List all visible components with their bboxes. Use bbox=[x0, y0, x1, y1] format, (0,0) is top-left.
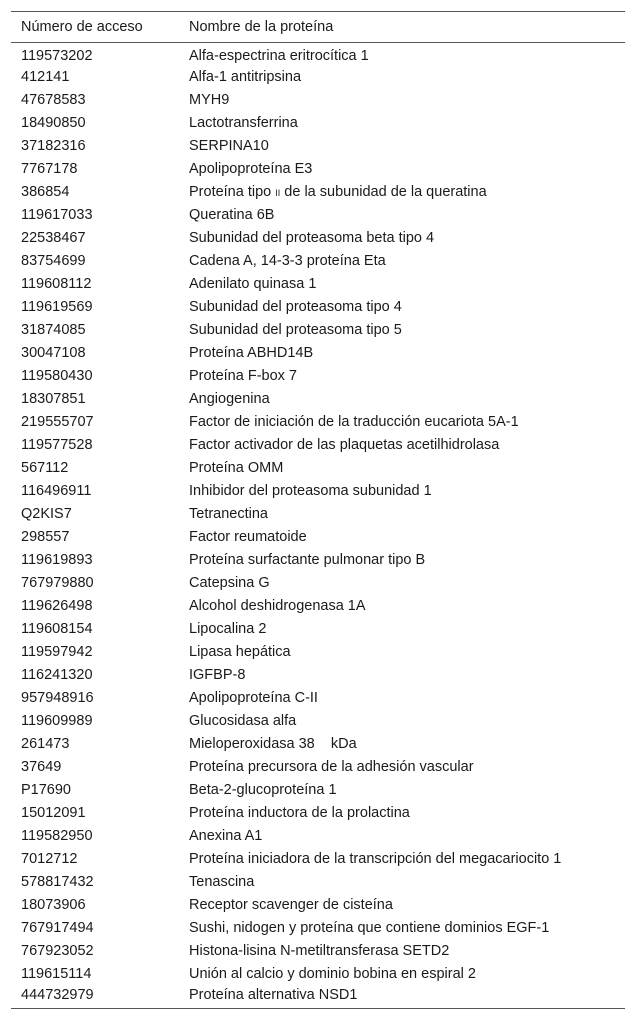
table-row bbox=[11, 618, 625, 641]
accession-number-cell: 31874085 bbox=[21, 322, 86, 338]
accession-number-cell: 18490850 bbox=[21, 115, 86, 131]
accession-number-cell: 119615114 bbox=[21, 966, 92, 982]
protein-name-cell: Unión al calcio y dominio bobina en espiral 2 bbox=[189, 966, 476, 982]
roman-numeral: II bbox=[275, 188, 281, 198]
protein-name-cell: Adenilato quinasa 1 bbox=[189, 276, 317, 292]
protein-name-cell: Lipocalina 2 bbox=[189, 621, 267, 637]
accession-number-cell: 219555707 bbox=[21, 414, 94, 430]
table-row bbox=[11, 940, 625, 963]
protein-table bbox=[11, 11, 625, 1009]
accession-number-cell: 119577528 bbox=[21, 437, 93, 453]
accession-number-cell: 412141 bbox=[21, 69, 70, 85]
protein-name-cell: Cadena A, 14-3-3 proteína Eta bbox=[189, 253, 386, 269]
table-row bbox=[11, 779, 625, 802]
accession-number-cell: 119573202 bbox=[21, 47, 93, 64]
accession-number-cell: 47678583 bbox=[21, 92, 86, 108]
accession-number-cell: 767979880 bbox=[21, 575, 94, 591]
table-row bbox=[11, 181, 625, 204]
table-row bbox=[11, 503, 625, 526]
table-row bbox=[11, 664, 625, 687]
protein-name-cell: Apolipoproteína C-II bbox=[189, 690, 318, 706]
table-body bbox=[11, 43, 625, 1009]
protein-name-cell: Tenascina bbox=[189, 874, 255, 890]
table-row bbox=[11, 572, 625, 595]
table-row bbox=[11, 434, 625, 457]
table-row bbox=[11, 871, 625, 894]
protein-name-cell: Lactotransferrina bbox=[189, 115, 298, 131]
table-row bbox=[11, 319, 625, 342]
accession-number-cell: 119626498 bbox=[21, 598, 93, 614]
accession-number-cell: 7012712 bbox=[21, 851, 78, 867]
protein-name-cell: Alfa-1 antitripsina bbox=[189, 69, 302, 85]
accession-number-cell: 119619893 bbox=[21, 552, 93, 568]
accession-number-cell: 119609989 bbox=[21, 713, 93, 729]
table-row bbox=[11, 388, 625, 411]
table-header bbox=[11, 12, 625, 43]
protein-name-cell: Factor reumatoide bbox=[189, 529, 307, 545]
protein-name-cell: Inhibidor del proteasoma subunidad 1 bbox=[189, 483, 432, 499]
accession-number-cell: 18073906 bbox=[21, 897, 86, 913]
accession-number-cell: 83754699 bbox=[21, 253, 86, 269]
protein-table-container bbox=[11, 11, 625, 1009]
accession-number-cell: 119582950 bbox=[21, 828, 93, 844]
table-row bbox=[11, 204, 625, 227]
protein-name-cell: Proteína inductora de la prolactina bbox=[189, 805, 410, 821]
accession-number-cell: 567112 bbox=[21, 460, 69, 476]
table-row bbox=[11, 641, 625, 664]
accession-number-cell: 116241320 bbox=[21, 667, 93, 683]
table-row bbox=[11, 457, 625, 480]
accession-number-cell: 119608154 bbox=[21, 621, 93, 637]
table-row bbox=[11, 365, 625, 388]
accession-number-cell: 767917494 bbox=[21, 920, 94, 936]
protein-name-cell: Alcohol deshidrogenasa 1A bbox=[189, 598, 366, 614]
table-row bbox=[11, 135, 625, 158]
table-row bbox=[11, 848, 625, 871]
protein-name-cell: Lipasa hepática bbox=[189, 644, 291, 660]
table-row bbox=[11, 89, 625, 112]
protein-name-cell: Proteína tipo II de la subunidad de la queratina bbox=[189, 184, 487, 200]
table-row bbox=[11, 411, 625, 434]
protein-name-cell: MYH9 bbox=[189, 92, 230, 108]
accession-number-cell: 578817432 bbox=[21, 874, 94, 890]
accession-number-cell: 261473 bbox=[21, 736, 70, 752]
protein-name-cell: Proteína F-box 7 bbox=[189, 368, 297, 384]
protein-name-cell: Alfa-espectrina eritrocítica 1 bbox=[189, 47, 369, 64]
table-row bbox=[11, 227, 625, 250]
table-row bbox=[11, 986, 625, 1009]
protein-name-cell: Catepsina G bbox=[189, 575, 270, 591]
table-row bbox=[11, 273, 625, 296]
protein-name-cell: Factor activador de las plaquetas acetilhidrolasa bbox=[189, 437, 500, 453]
protein-name-cell: Tetranectina bbox=[189, 506, 268, 522]
accession-number-cell: 22538467 bbox=[21, 230, 86, 246]
table-row bbox=[11, 756, 625, 779]
protein-name-cell: Mieloperoxidasa 38 kDa bbox=[189, 736, 357, 752]
accession-number-cell: 119580430 bbox=[21, 368, 93, 384]
protein-name-cell: Proteína surfactante pulmonar tipo B bbox=[189, 552, 426, 568]
table-row bbox=[11, 549, 625, 572]
accession-number-cell: 298557 bbox=[21, 529, 70, 545]
protein-name-cell: Proteína ABHD14B bbox=[189, 345, 314, 361]
accession-number-cell: 119617033 bbox=[21, 207, 93, 223]
table-row bbox=[11, 342, 625, 365]
table-row bbox=[11, 687, 625, 710]
table-row bbox=[11, 158, 625, 181]
protein-name-cell: Queratina 6B bbox=[189, 207, 275, 223]
accession-number-cell: 116496911 bbox=[21, 483, 92, 499]
table-row bbox=[11, 43, 625, 66]
protein-name-cell: Subunidad del proteasoma tipo 4 bbox=[189, 299, 402, 315]
header-row bbox=[11, 12, 625, 43]
header-accession-number: Número de acceso bbox=[21, 19, 143, 35]
protein-name-cell: Sushi, nidogen y proteína que contiene dominios EGF-1 bbox=[189, 920, 550, 936]
protein-name-cell: Histona-lisina N-metiltransferasa SETD2 bbox=[189, 943, 450, 959]
table-row bbox=[11, 112, 625, 135]
accession-number-cell: P17690 bbox=[21, 782, 71, 798]
protein-name-cell: Apolipoproteína E3 bbox=[189, 161, 313, 177]
table-row bbox=[11, 963, 625, 986]
table-row bbox=[11, 917, 625, 940]
protein-name-cell: Angiogenina bbox=[189, 391, 270, 407]
accession-number-cell: 119619569 bbox=[21, 299, 93, 315]
accession-number-cell: 37649 bbox=[21, 759, 62, 775]
accession-number-cell: 767923052 bbox=[21, 943, 94, 959]
protein-name-cell: Glucosidasa alfa bbox=[189, 713, 297, 729]
protein-name-cell: Subunidad del proteasoma tipo 5 bbox=[189, 322, 402, 338]
protein-name-cell: Proteína iniciadora de la transcripción del megacariocito 1 bbox=[189, 851, 562, 867]
protein-name-cell: Beta-2-glucoproteína 1 bbox=[189, 782, 337, 798]
table-row bbox=[11, 480, 625, 503]
table-row bbox=[11, 296, 625, 319]
table-row bbox=[11, 894, 625, 917]
table-row bbox=[11, 710, 625, 733]
table-row bbox=[11, 66, 625, 89]
accession-number-cell: 18307851 bbox=[21, 391, 86, 407]
accession-number-cell: 119608112 bbox=[21, 276, 92, 292]
table-row bbox=[11, 733, 625, 756]
protein-name-cell: Receptor scavenger de cisteína bbox=[189, 897, 393, 913]
accession-number-cell: 15012091 bbox=[21, 805, 86, 821]
table-row bbox=[11, 802, 625, 825]
header-protein-name: Nombre de la proteína bbox=[189, 19, 334, 35]
accession-number-cell: 386854 bbox=[21, 184, 70, 200]
protein-name-cell: SERPINA10 bbox=[189, 138, 269, 154]
protein-name-cell: Factor de iniciación de la traducción eucariota 5A-1 bbox=[189, 414, 519, 430]
protein-name-cell: Proteína precursora de la adhesión vascular bbox=[189, 759, 474, 775]
table-row bbox=[11, 595, 625, 618]
table-row bbox=[11, 250, 625, 273]
protein-name-cell: Proteína alternativa NSD1 bbox=[189, 987, 358, 1004]
accession-number-cell: 37182316 bbox=[21, 138, 86, 154]
accession-number-cell: 30047108 bbox=[21, 345, 86, 361]
table-row bbox=[11, 825, 625, 848]
accession-number-cell: 957948916 bbox=[21, 690, 94, 706]
accession-number-cell: 119597942 bbox=[21, 644, 93, 660]
accession-number-cell: 444732979 bbox=[21, 987, 94, 1004]
protein-name-cell: IGFBP-8 bbox=[189, 667, 246, 683]
accession-number-cell: Q2KIS7 bbox=[21, 506, 72, 522]
protein-name-cell: Proteína OMM bbox=[189, 460, 284, 476]
table-row bbox=[11, 526, 625, 549]
protein-name-cell: Subunidad del proteasoma beta tipo 4 bbox=[189, 230, 435, 246]
accession-number-cell: 7767178 bbox=[21, 161, 78, 177]
protein-name-cell: Anexina A1 bbox=[189, 828, 263, 844]
